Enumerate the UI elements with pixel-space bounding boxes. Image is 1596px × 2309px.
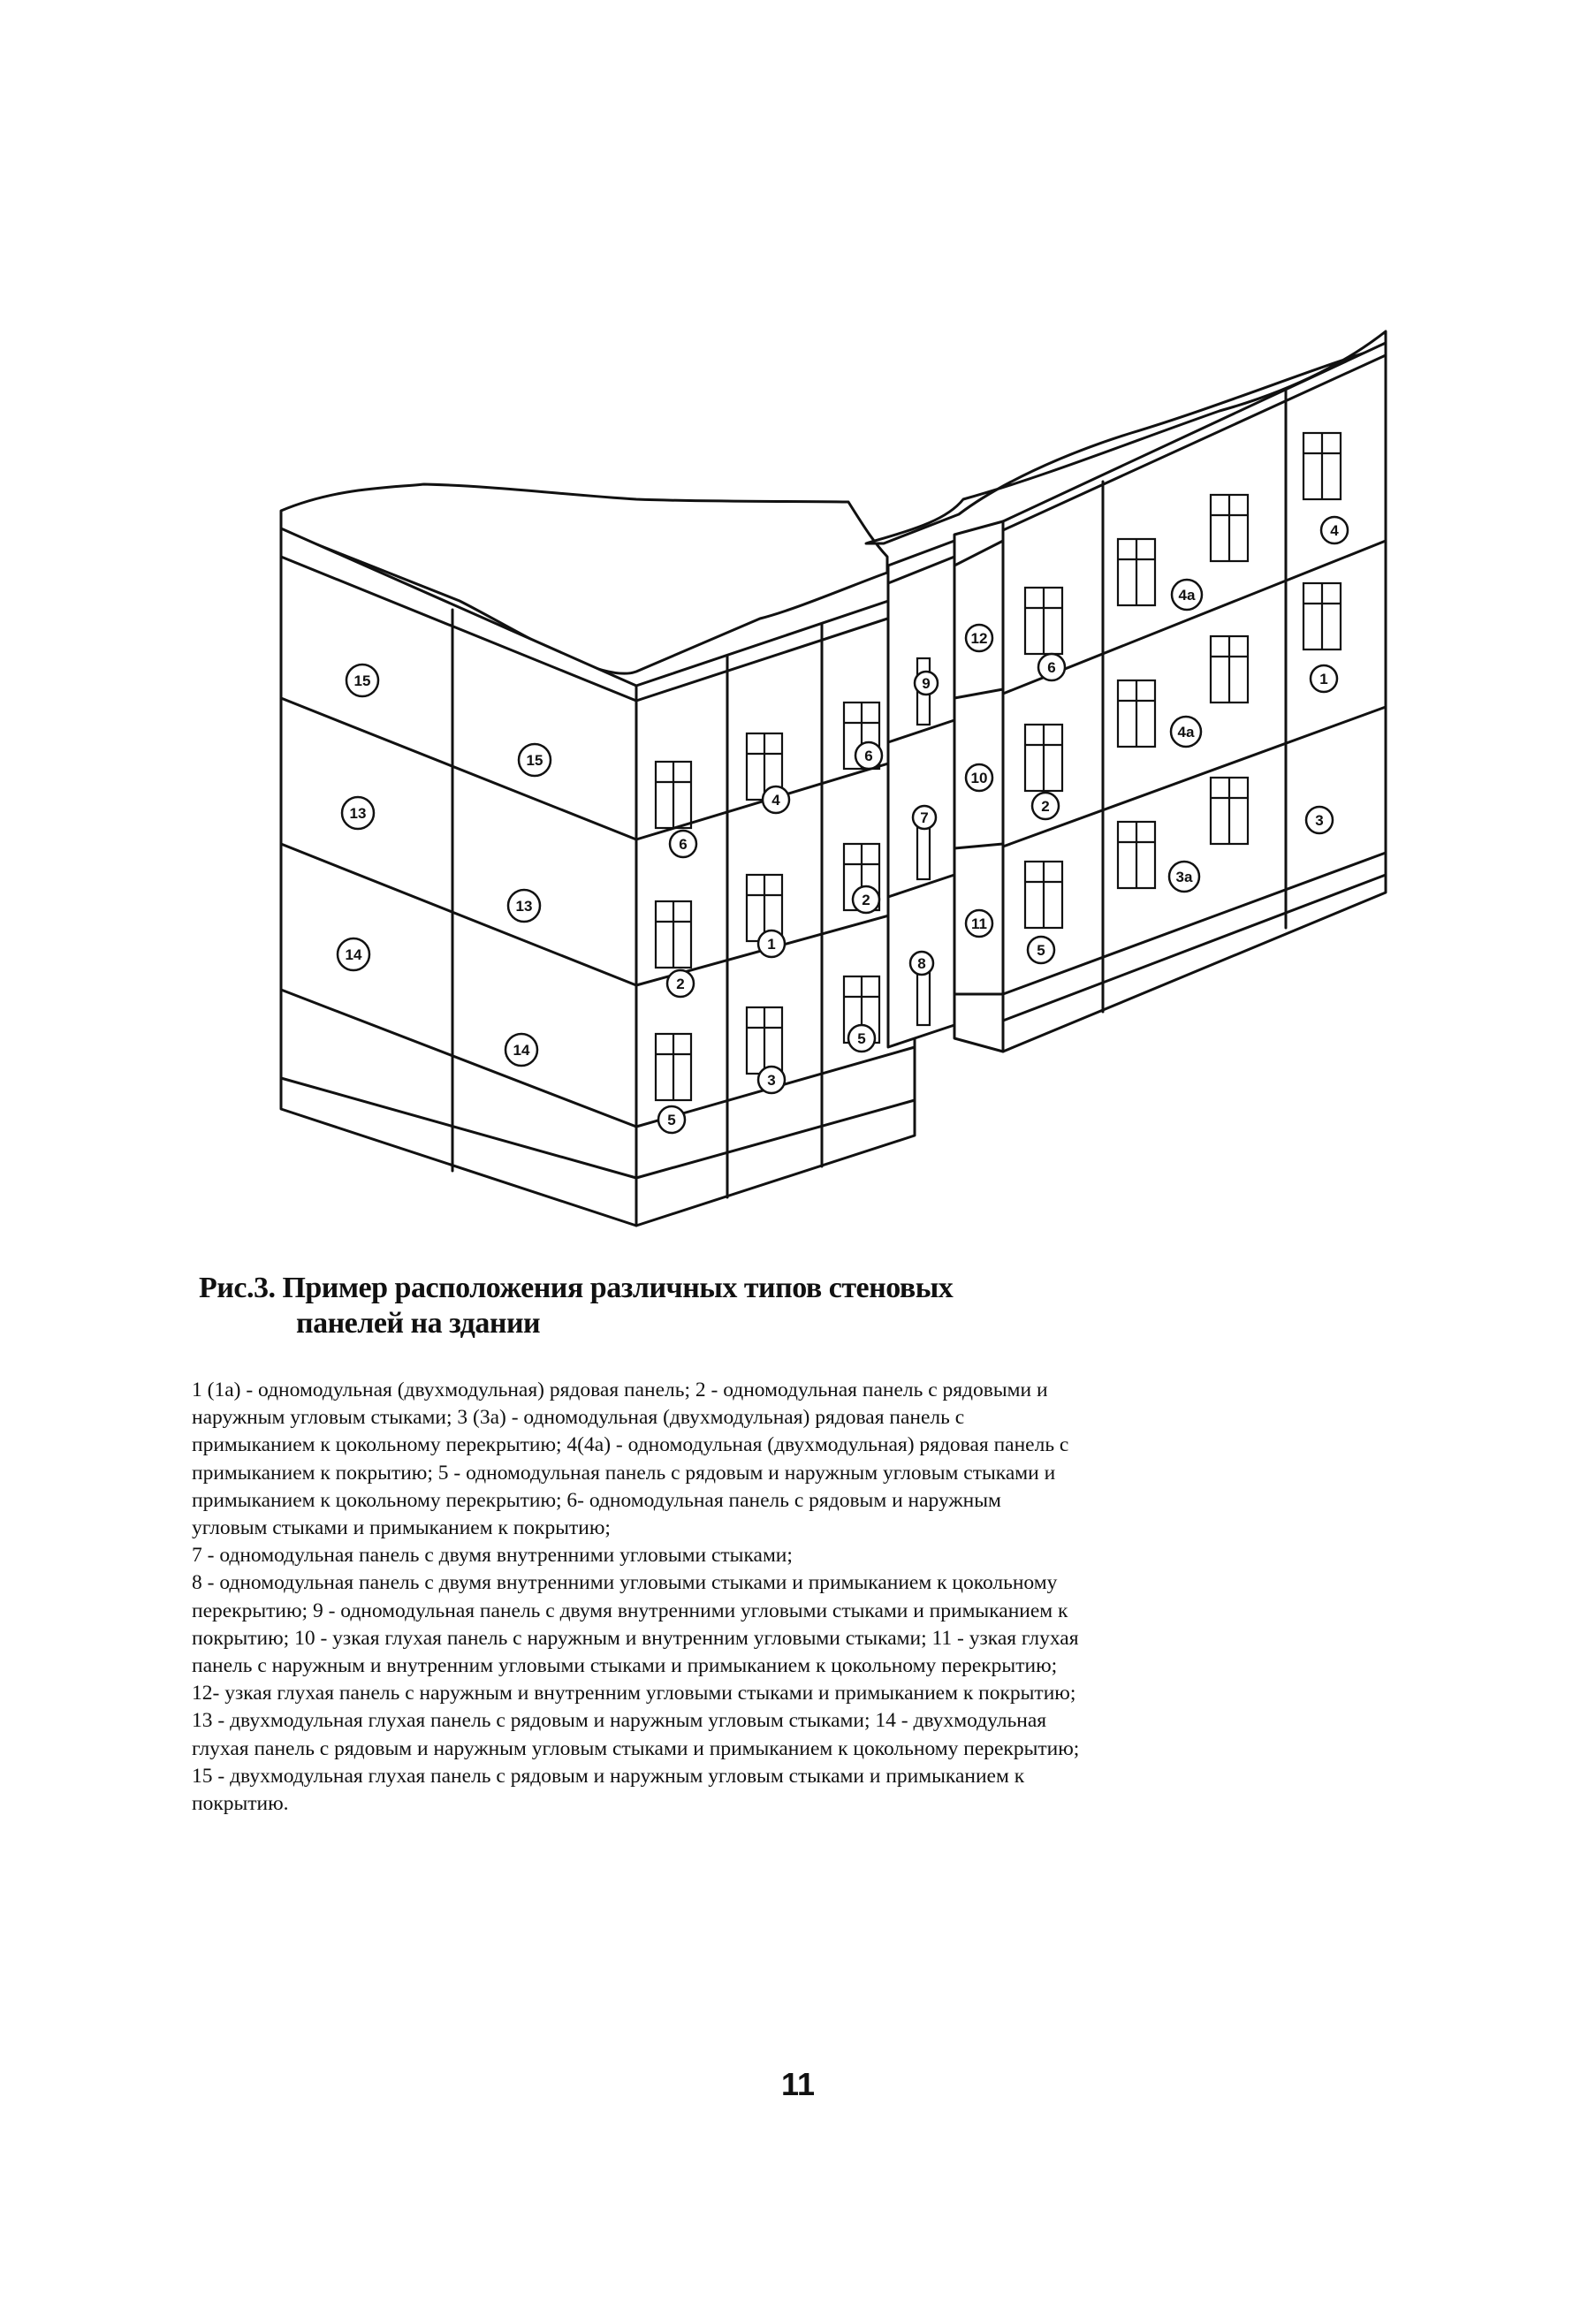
svg-text:6: 6 <box>1047 659 1056 676</box>
svg-text:3: 3 <box>767 1072 776 1089</box>
panel-label <box>848 1025 875 1052</box>
panel-label <box>966 764 992 791</box>
svg-text:15: 15 <box>526 752 543 769</box>
svg-text:5: 5 <box>1037 942 1045 959</box>
svg-text:7: 7 <box>920 809 929 826</box>
svg-text:14: 14 <box>513 1042 530 1059</box>
panel-label <box>505 1034 537 1066</box>
svg-text:5: 5 <box>857 1030 866 1047</box>
svg-text:6: 6 <box>679 836 688 853</box>
svg-text:2: 2 <box>676 976 685 992</box>
legend-text <box>192 1377 1080 1818</box>
svg-text:4a: 4a <box>1178 587 1196 604</box>
caption-line-2: панелей на здании <box>296 1307 541 1340</box>
panel-label <box>1172 580 1202 610</box>
svg-text:13: 13 <box>349 805 367 822</box>
svg-text:9: 9 <box>922 675 931 692</box>
legend-paragraph: 12- узкая глухая панель с наружным и внутренним угловыми стыками и примыканием к покрытию; 13 - двухмодульная глухая панель с рядовым и наружным угловым стыками; 14 - двухмодульная глухая панель с рядовым и наружным угловым стыками и примыканием к цокольному перекрытию; <box>192 1682 1080 1760</box>
panel-label <box>508 890 540 922</box>
panel-label <box>338 938 369 970</box>
svg-text:10: 10 <box>970 770 988 786</box>
panel-label <box>966 910 992 937</box>
svg-text:6: 6 <box>864 748 873 764</box>
page-number: 11 <box>780 2066 816 2102</box>
panel-label <box>763 786 789 813</box>
panel-label <box>758 1067 785 1093</box>
panel-label <box>910 952 933 975</box>
panel-label <box>966 625 992 651</box>
svg-text:12: 12 <box>970 630 988 647</box>
svg-text:4: 4 <box>1330 522 1339 539</box>
panel-label <box>1311 665 1337 692</box>
figure-caption <box>199 1271 1083 1341</box>
panel-label <box>342 797 374 829</box>
panel-label <box>1306 807 1333 833</box>
panel-label <box>1171 717 1201 747</box>
panel-label <box>346 665 378 696</box>
panel-label <box>1038 654 1065 680</box>
svg-text:15: 15 <box>353 672 371 689</box>
panel-label <box>855 742 882 769</box>
panel-label <box>1032 793 1059 819</box>
right-wing-front-face <box>1003 343 1386 1052</box>
panel-label <box>670 831 696 857</box>
panel-label <box>758 930 785 957</box>
svg-text:1: 1 <box>767 936 776 953</box>
svg-text:14: 14 <box>345 946 362 963</box>
legend-paragraph: 15 - двухмодульная глухая панель с рядовым и наружным угловым стыками и примыканием к покрытию. <box>192 1764 1025 1816</box>
panel-label <box>1028 937 1054 963</box>
svg-text:4: 4 <box>771 792 780 809</box>
panel-label <box>915 672 938 695</box>
svg-text:2: 2 <box>1041 798 1050 815</box>
panel-label <box>853 886 879 913</box>
svg-text:5: 5 <box>667 1112 676 1128</box>
svg-text:3a: 3a <box>1175 869 1193 885</box>
svg-text:13: 13 <box>515 898 533 915</box>
legend-paragraph: 7 - одномодульная панель с двумя внутренними угловыми стыками; <box>192 1544 793 1568</box>
legend-paragraph: 1 (1а) - одномодульная (двухмодульная) рядовая панель; 2 - одномодульная панель с рядовыми и наружным угловым стыками; 3 (3а) - одномодульная (двухмодульная) рядовая панель с примыканием к цокольному перекрытию; 4(4а) - одномодульная (двухмодульная) рядовая панель с примыканием к покрытию; 5 - одномодульная панель с рядовым и наружным угловым стыками и примыканием к цокольному перекрытию; 6- одномодульная панель с рядовым и наружным угловым стыками и примыканием к покрытию; <box>192 1379 1069 1540</box>
panel-label <box>1169 862 1199 892</box>
svg-text:3: 3 <box>1315 812 1324 829</box>
panel-label <box>667 970 694 997</box>
caption-line-1: Рис.3. Пример расположения различных типов стеновых <box>199 1272 954 1304</box>
svg-text:8: 8 <box>917 955 926 972</box>
panel-label <box>519 744 551 776</box>
svg-text:4a: 4a <box>1177 724 1195 741</box>
panel-label <box>913 806 936 829</box>
svg-text:11: 11 <box>971 915 987 932</box>
panel-label <box>1321 517 1348 543</box>
svg-text:2: 2 <box>862 892 870 908</box>
legend-paragraph: 8 - одномодульная панель с двумя внутренними угловыми стыками и примыканием к цокольному перекрытию; 9 - одномодульная панель с двумя внутренними угловыми стыками и примыканием к покрытию; 10 - узкая глухая панель с наружным и внутренним угловыми стыками; 11 - узкая глухая панель с наружным и внутренним угловыми стыками и примыканием к цокольному перекрытию; <box>192 1571 1079 1678</box>
svg-text:1: 1 <box>1319 671 1328 687</box>
panel-label <box>658 1106 685 1133</box>
